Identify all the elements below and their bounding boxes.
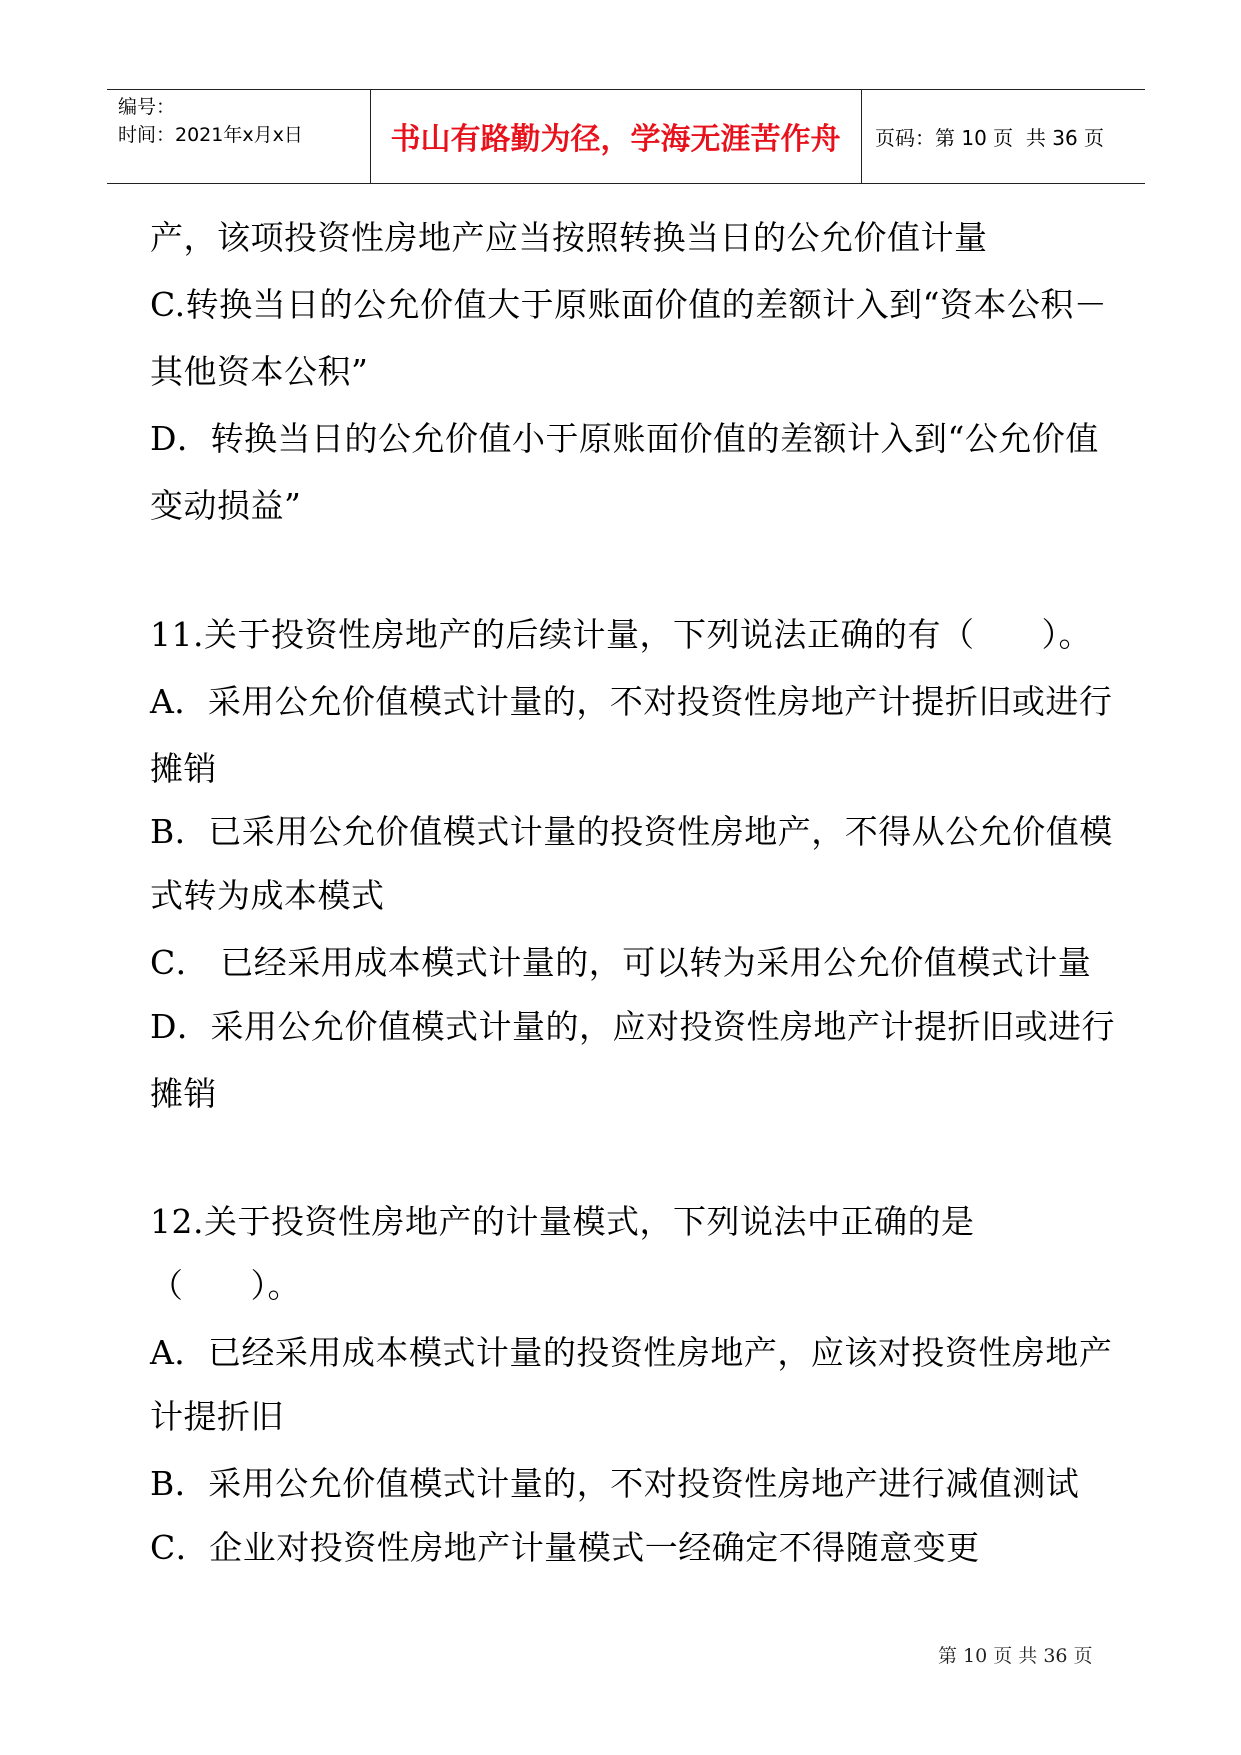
- body-line: 变动损益”: [150, 486, 302, 525]
- body-line: 摊销: [150, 1074, 217, 1113]
- body-line: （ ）。: [150, 1266, 301, 1305]
- header-motto: 书山有路勤为径，学海无涯苦作舟: [390, 122, 841, 157]
- question-12-stem: 12.关于投资性房地产的计量模式，下列说法中正确的是: [150, 1202, 975, 1241]
- body-line: 产，该项投资性房地产应当按照转换当日的公允价值计量: [150, 218, 988, 257]
- header-divider-right: [861, 89, 862, 183]
- question-12-option-c: C．企业对投资性房地产计量模式一经确定不得随意变更: [150, 1528, 980, 1567]
- body-line: 摊销: [150, 749, 217, 788]
- footer-page-number: 第 10 页 共 36 页: [938, 1645, 1093, 1667]
- body-line: 计提折旧: [150, 1397, 284, 1436]
- body-line: D．转换当日的公允价值小于原账面价值的差额计入到“公允价值: [150, 419, 1099, 458]
- body-line: C.转换当日的公允价值大于原账面价值的差额计入到“资本公积－: [150, 285, 1108, 324]
- header-page-info: 页码：第 10 页 共 36 页: [875, 125, 1105, 150]
- question-12-option-a: A．已经采用成本模式计量的投资性房地产，应该对投资性房地产: [150, 1333, 1113, 1372]
- header-left-cell: [118, 93, 303, 149]
- question-11-stem: 11.关于投资性房地产的后续计量，下列说法正确的有（ ）。: [150, 615, 1092, 654]
- question-11-option-b: B．已采用公允价值模式计量的投资性房地产，不得从公允价值模: [150, 812, 1113, 851]
- header-bottom-rule: [107, 183, 1145, 184]
- question-11-option-a: A．采用公允价值模式计量的，不对投资性房地产计提折旧或进行: [150, 682, 1113, 721]
- question-11-option-c: C． 已经采用成本模式计量的，可以转为采用公允价值模式计量: [150, 943, 1092, 982]
- question-12-option-b: B．采用公允价值模式计量的，不对投资性房地产进行减值测试: [150, 1464, 1080, 1503]
- body-line: 其他资本公积”: [150, 352, 369, 391]
- header-number-label: 编号：: [118, 96, 176, 118]
- header-time-label: 时间：2021年x月x日: [118, 124, 303, 146]
- question-11-option-d: D．采用公允价值模式计量的，应对投资性房地产计提折旧或进行: [150, 1007, 1115, 1046]
- body-line: 式转为成本模式: [150, 876, 385, 915]
